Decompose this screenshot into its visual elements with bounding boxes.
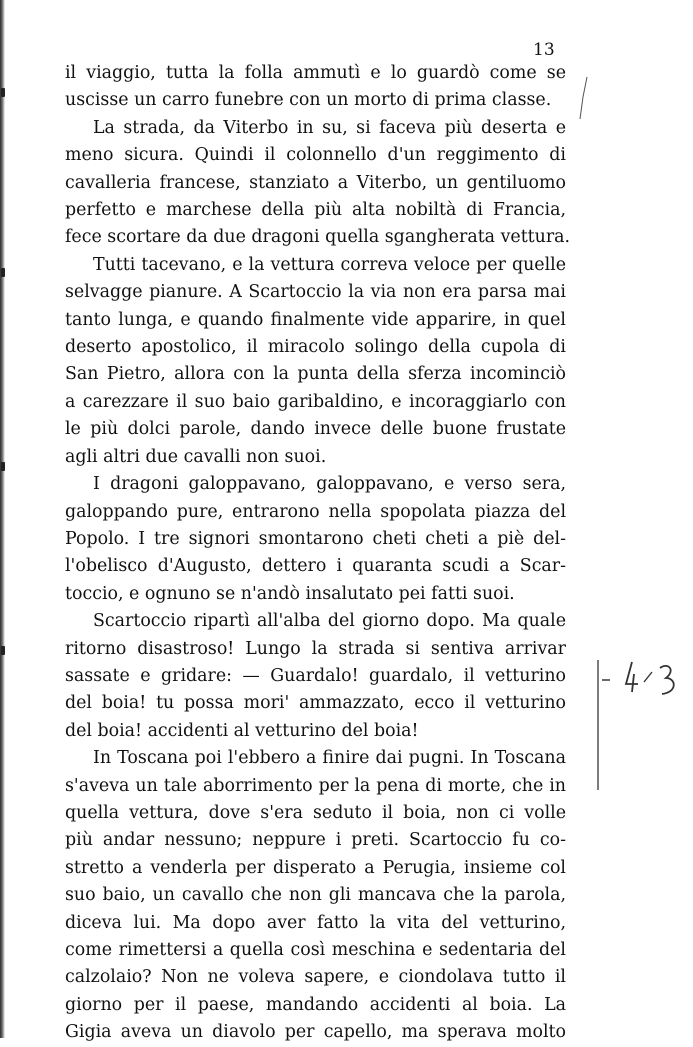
text-line: toccio, e ognuno se n'andò insalutato pei fatti suoi. (65, 583, 515, 604)
paragraph (65, 471, 566, 608)
text-line: come rimettersi a quella così meschina e sedentaria del (65, 940, 566, 960)
text-line: agli altri due cavalli non suoi. (65, 446, 327, 467)
text-line: San Pietro, allora con la punta della sferza incominciò (65, 364, 566, 385)
text-line: s'aveva un tale aborrimento per la pena di morte, che in (65, 775, 566, 796)
paragraph (65, 252, 566, 471)
text-line: galoppando pure, entrarono nella spopolata piazza del (65, 501, 566, 522)
edge-mark (1, 88, 5, 97)
edge-mark (1, 268, 5, 277)
text-line: il viaggio, tutta la folla ammutì e lo guardò come se (65, 63, 566, 83)
text-line: più andar nessuno; neppure i preti. Scartoccio fu co- (65, 830, 566, 851)
paragraph (65, 60, 566, 115)
text-line: Tutti tacevano, e la vettura correva veloce per quelle (93, 254, 566, 275)
text-line: calzolaio? Non ne voleva sapere, e ciondolava tutto il (65, 967, 566, 988)
margin-pencil-stroke (577, 75, 589, 125)
text-line: le più dolci parole, dando invece delle buone frustate (65, 419, 566, 440)
edge-mark (1, 462, 5, 471)
text-line: a carezzare il suo baio garibaldino, e incoraggiarlo con (65, 391, 566, 412)
text-line: fece scortare da due dragoni quella sgangherata vettura. (65, 227, 571, 248)
paragraph (65, 745, 566, 1046)
text-line: del boia! tu possa mori' ammazzato, ecco il vetturino (65, 693, 566, 714)
text-line: cavalleria francese, stanziato a Viterbo, un gentiluomo (65, 172, 566, 193)
margin-note-text (636, 729, 637, 730)
edge-mark (1, 646, 5, 655)
paragraph (65, 115, 571, 252)
text-line: selvagge pianure. A Scartoccio la via non era parsa mai (65, 282, 566, 303)
handwritten-page-number (596, 650, 688, 800)
text-line: Gigia aveva un diavolo per capello, ma sperava molto (65, 1022, 566, 1043)
text-line: giorno per il paese, mandando accidenti al boia. La (65, 994, 566, 1015)
paragraph (65, 608, 566, 745)
text-line: I dragoni galoppavano, galoppavano, e verso sera, (93, 474, 566, 495)
text-line: l'obelisco d'Augusto, dettero i quaranta scudi a Scar- (65, 556, 566, 577)
page-number: 13 (533, 40, 555, 60)
text-line: perfetto e marchese della più alta nobiltà di Francia, (65, 200, 566, 221)
text-line: uscisse un carro funebre con un morto di prima classe. (65, 90, 552, 111)
text-line: deserto apostolico, il miracolo solingo della cupola di (65, 337, 566, 358)
page-binding-edge (0, 0, 5, 1038)
text-line: sassate e gridare: — Guardalo! guardalo, il vetturino (65, 665, 566, 686)
text-line: Popolo. I tre signori smontarono cheti cheti a piè del- (65, 528, 566, 549)
text-line: In Toscana poi l'ebbero a finire dai pugni. In Toscana (93, 748, 566, 769)
text-line: stretto a venderla per disperato a Perugia, insieme col (65, 857, 566, 878)
text-line: suo baio, un cavallo che non gli mancava che la parola, (65, 885, 566, 906)
text-line: tanto lunga, e quando finalmente vide apparire, in quel (65, 309, 566, 330)
body-text (65, 60, 571, 1047)
text-line: quella vettura, dove s'era seduto il boia, non ci volle (65, 802, 566, 823)
text-line: ritorno disastroso! Lungo la strada si sentiva arrivar (65, 638, 566, 659)
text-line: meno sicura. Quindi il colonnello d'un reggimento di (65, 145, 566, 166)
text-line: del boia! accidenti al vetturino del boia! (65, 720, 419, 741)
text-line: diceva lui. Ma dopo aver fatto la vita del vetturino, (65, 912, 566, 933)
text-line: La strada, da Viterbo in su, si faceva più deserta e (93, 117, 566, 138)
text-line: Scartoccio ripartì all'alba del giorno dopo. Ma quale (93, 611, 566, 632)
